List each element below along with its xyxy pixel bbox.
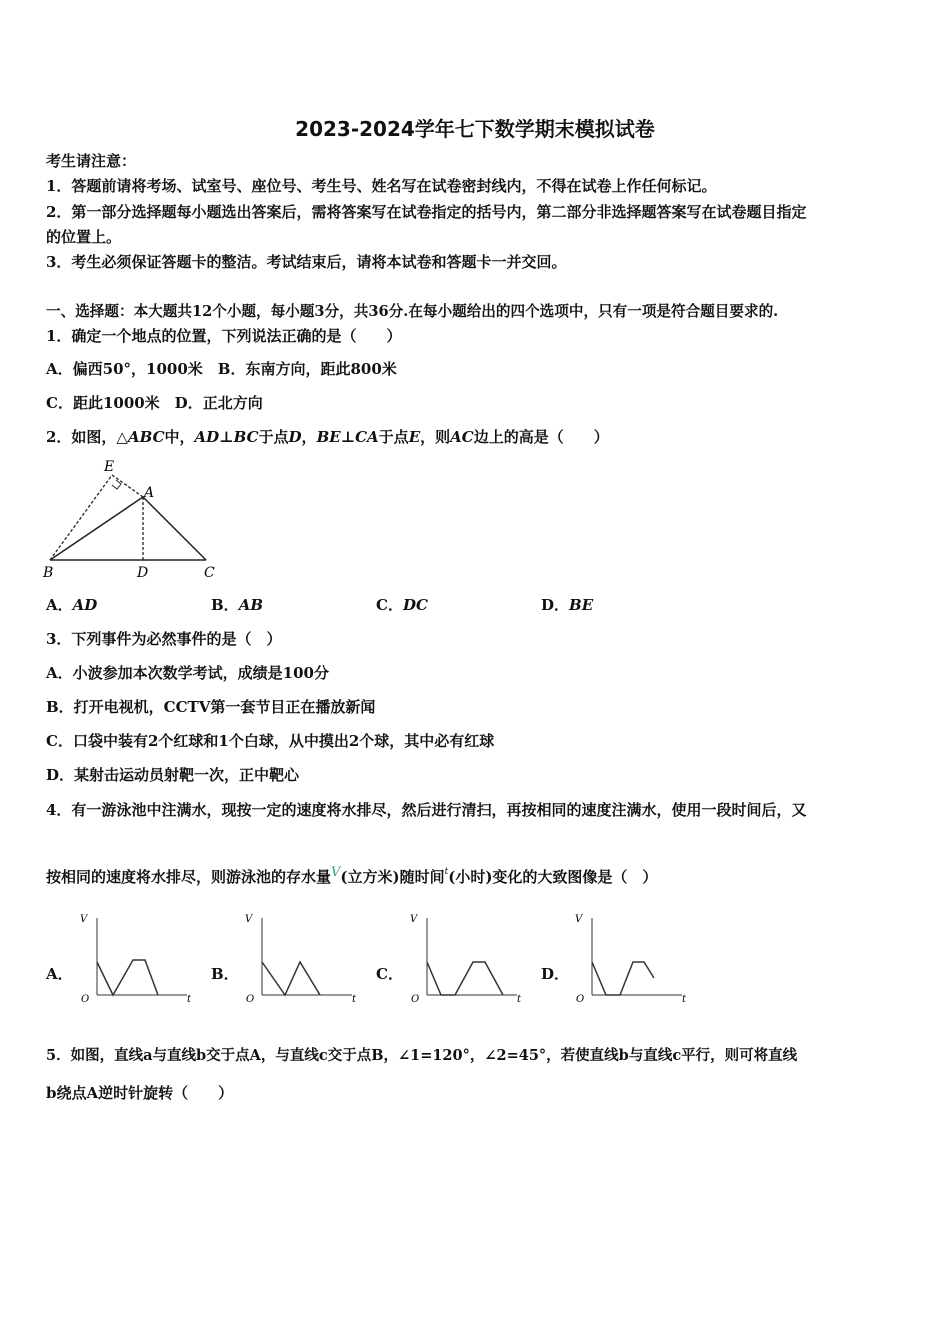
v-curve	[592, 962, 654, 995]
label-c: C	[204, 565, 215, 581]
t-label: t	[517, 994, 522, 1005]
q4-option-d[interactable]: D．	[541, 965, 570, 983]
v-curve	[97, 960, 158, 995]
label-d: D	[137, 565, 149, 581]
segment-be-dashed	[50, 475, 112, 560]
t-label: t	[352, 994, 357, 1005]
q2-option-c[interactable]: C．DC	[376, 596, 428, 614]
o-label: O	[246, 994, 255, 1005]
q3-option-b[interactable]: B．打开电视机，CCTV第一套节目正在播放新闻	[46, 698, 376, 716]
label-a: A	[144, 485, 155, 501]
q1-options-line2: C．距此1000米 D．正北方向	[46, 394, 263, 412]
segment-ea-dashed	[112, 475, 143, 497]
notice-item-2-cont: 的位置上。	[46, 228, 122, 246]
o-label: O	[411, 994, 420, 1005]
notice-item-2: 2．第一部分选择题每小题选出答案后，需将答案写在试卷指定的括号内，第二部分非选择题答案写在试卷题目指定	[46, 203, 807, 221]
q1-options-line1: A．偏西50°，1000米 B．东南方向，距此800米	[46, 360, 397, 378]
t-label: t	[187, 994, 192, 1005]
q3-option-c[interactable]: C．口袋中装有2个红球和1个白球，从中摸出2个球，其中必有红球	[46, 732, 495, 750]
v-label: V	[80, 914, 88, 925]
q2-stem: 2．如图，△ABC中，AD⊥BC于点D，BE⊥CA于点E，则AC边上的高是（ ）	[46, 428, 609, 446]
v-curve	[427, 962, 503, 995]
notice-item-3: 3．考生必须保证答题卡的整洁。考试结束后，请将本试卷和答题卡一并交回。	[46, 253, 567, 271]
o-label: O	[81, 994, 90, 1005]
o-label: O	[576, 994, 585, 1005]
q4-option-b[interactable]: B．	[211, 965, 239, 983]
q4-graph-d	[570, 910, 690, 1005]
segment-ac	[143, 497, 206, 560]
q3-option-a[interactable]: A．小波参加本次数学考试，成绩是100分	[46, 664, 329, 682]
q5-stem-line1: 5．如图，直线a与直线b交于点A，与直线c交于点B，∠1=120°，∠2=45°，若使直线b与直线c平行，则可将直线	[46, 1047, 798, 1064]
notice-heading: 考生请注意：	[46, 152, 137, 170]
q3-stem: 3．下列事件为必然事件的是（ ）	[46, 630, 282, 648]
q2-option-d[interactable]: D．BE	[541, 596, 594, 614]
q4-stem-line2: 按相同的速度将水排尽，则游泳池的存水量V(立方米)随时间$^t$(小时)变化的大致图像是（ ）	[46, 865, 658, 886]
q2-option-a[interactable]: A．AD	[46, 596, 98, 614]
notice-item-1: 1．答题前请将考场、试室号、座位号、考生号、姓名写在试卷密封线内，不得在试卷上作任何标记。	[46, 177, 717, 195]
page-title: 2023-2024学年七下数学期末模拟试卷	[295, 117, 655, 141]
v-curve	[262, 962, 320, 995]
q4-graph-c	[405, 910, 525, 1005]
q4-option-a[interactable]: A．	[46, 965, 73, 983]
v-label: V	[575, 914, 583, 925]
segment-ba	[50, 497, 143, 560]
q2-triangle-figure	[40, 455, 230, 585]
section-heading: 一、选择题：本大题共12个小题，每小题3分，共36分.在每小题给出的四个选项中，只有一项是符合题目要求的.	[46, 303, 779, 320]
q3-option-d[interactable]: D．某射击运动员射靶一次，正中靶心	[46, 766, 300, 784]
q5-stem-line2: b绕点A逆时针旋转（ ）	[46, 1084, 234, 1102]
label-e: E	[104, 459, 115, 475]
q2-option-b[interactable]: B．AB	[211, 596, 264, 614]
v-label: V	[410, 914, 418, 925]
right-angle-mark	[112, 480, 121, 489]
t-label: t	[682, 994, 687, 1005]
v-label: V	[245, 914, 253, 925]
label-b: B	[43, 565, 54, 581]
q4-graph-a	[75, 910, 195, 1005]
q1-stem: 1．确定一个地点的位置，下列说法正确的是（ ）	[46, 327, 402, 345]
q4-option-c[interactable]: C．	[376, 965, 403, 983]
q4-stem-line1: 4．有一游泳池中注满水，现按一定的速度将水排尽，然后进行清扫，再按相同的速度注满水，使用一段时间后，又	[46, 801, 807, 819]
q4-graph-b	[240, 910, 360, 1005]
